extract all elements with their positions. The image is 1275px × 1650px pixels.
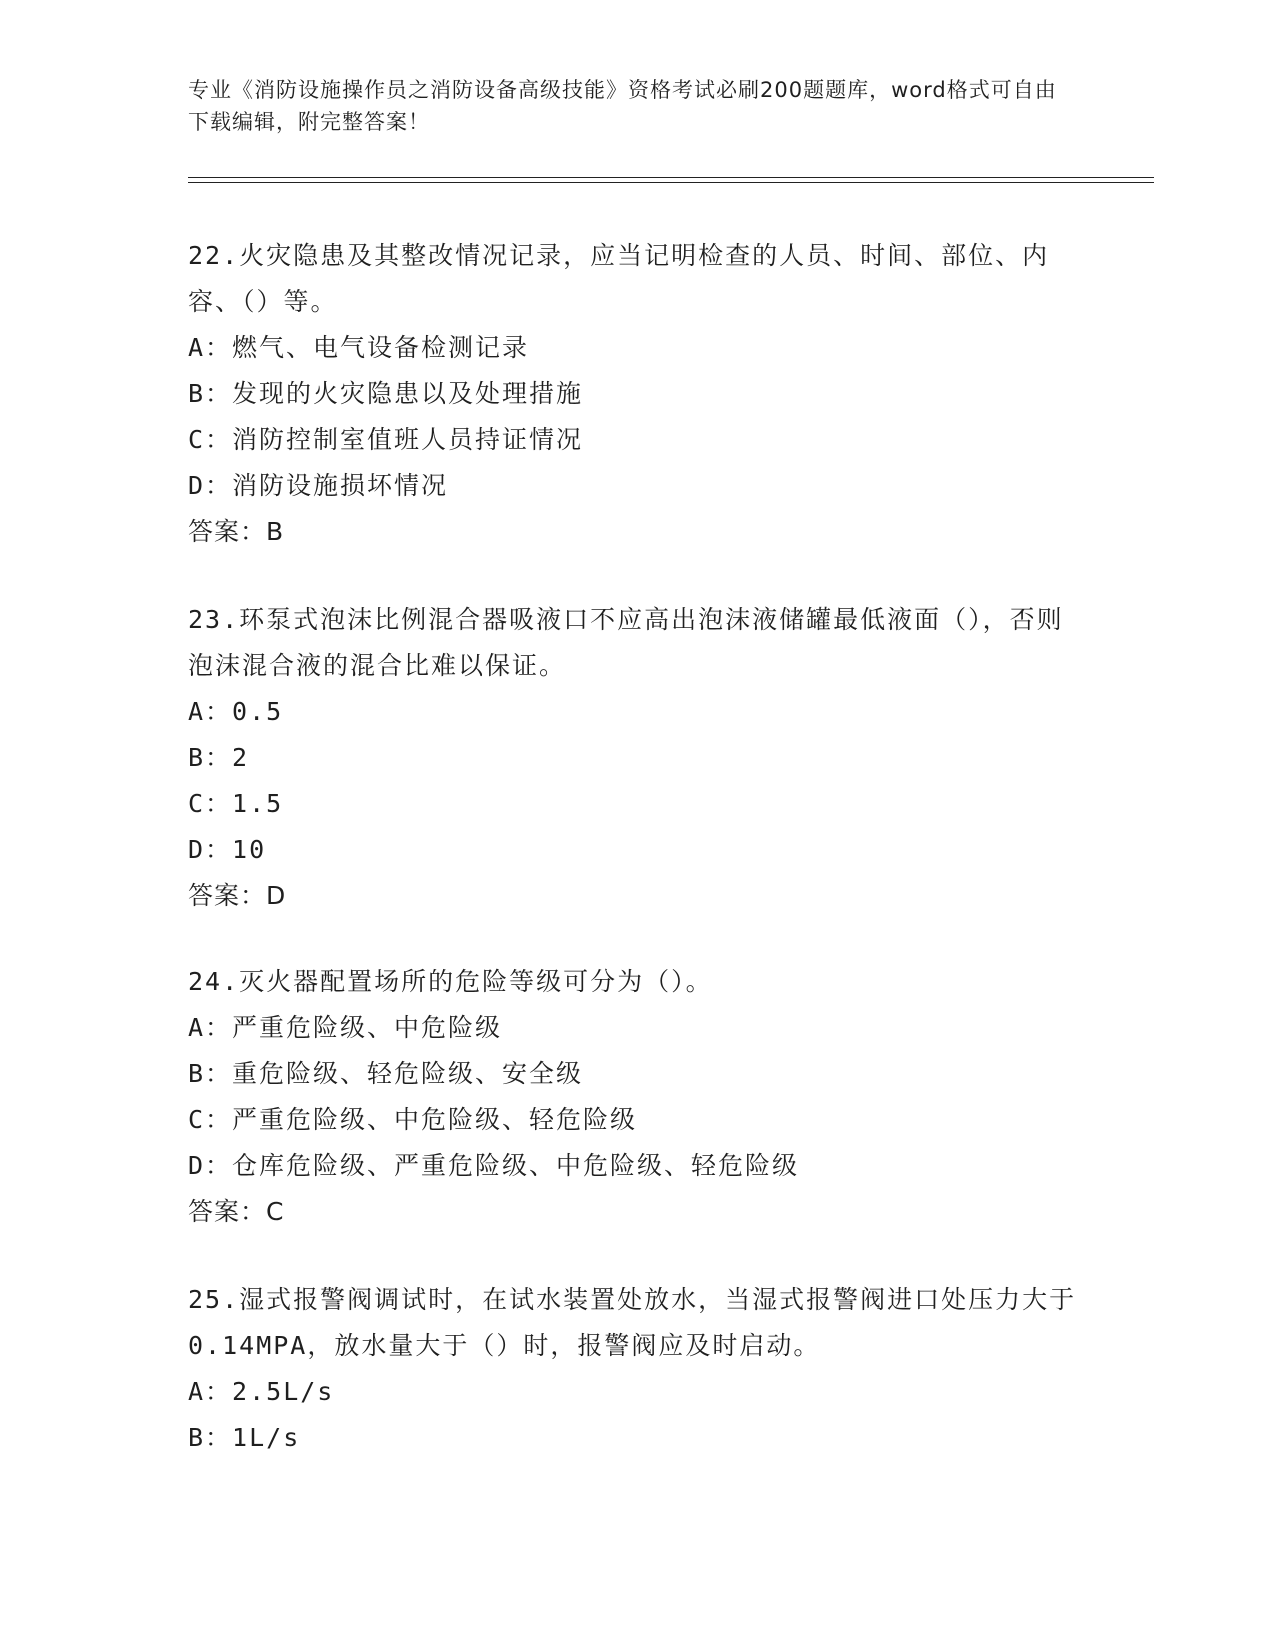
option-b: B：重危险级、轻危险级、安全级 — [188, 1059, 584, 1088]
question-stem: 23.环泵式泡沫比例混合器吸液口不应高出泡沫液储罐最低液面（），否则泡沫混合液的混合比难以保证。 — [188, 605, 1064, 680]
option-b: B：1L/s — [188, 1423, 301, 1452]
answer-label: 答案：D — [188, 881, 287, 910]
question-stem: 22.火灾隐患及其整改情况记录，应当记明检查的人员、时间、部位、内容、（）等。 — [188, 241, 1050, 316]
option-a: A：严重危险级、中危险级 — [188, 1013, 503, 1042]
question-22 — [188, 233, 1088, 555]
option-a: A：燃气、电气设备检测记录 — [188, 333, 530, 362]
question-23 — [188, 597, 1088, 919]
option-c: C：严重危险级、中危险级、轻危险级 — [188, 1105, 638, 1134]
option-c: C：1.5 — [188, 789, 284, 818]
header-divider-line — [188, 177, 1154, 178]
option-b: B：2 — [188, 743, 250, 772]
option-a: A：2.5L/s — [188, 1377, 335, 1406]
answer-label: 答案：C — [188, 1197, 285, 1226]
option-d: D：10 — [188, 835, 267, 864]
option-c: C：消防控制室值班人员持证情况 — [188, 425, 584, 454]
option-d: D：消防设施损坏情况 — [188, 471, 449, 500]
question-25 — [188, 1277, 1088, 1461]
header-divider-line — [188, 182, 1154, 183]
question-stem: 24.灭火器配置场所的危险等级可分为（）。 — [188, 967, 713, 996]
question-stem: 25.湿式报警阀调试时，在试水装置处放水，当湿式报警阀进口处压力大于0.14MPA，放水量大于（）时，报警阀应及时启动。 — [188, 1285, 1077, 1360]
question-24 — [188, 959, 1088, 1235]
option-b: B：发现的火灾隐患以及处理措施 — [188, 379, 584, 408]
option-d: D：仓库危险级、严重危险级、中危险级、轻危险级 — [188, 1151, 800, 1180]
option-a: A：0.5 — [188, 697, 284, 726]
document-header — [188, 74, 1068, 138]
header-text: 专业《消防设施操作员之消防设备高级技能》资格考试必刷200题题库，word格式可自由下载编辑，附完整答案！ — [188, 78, 1057, 134]
answer-label: 答案：B — [188, 517, 285, 546]
